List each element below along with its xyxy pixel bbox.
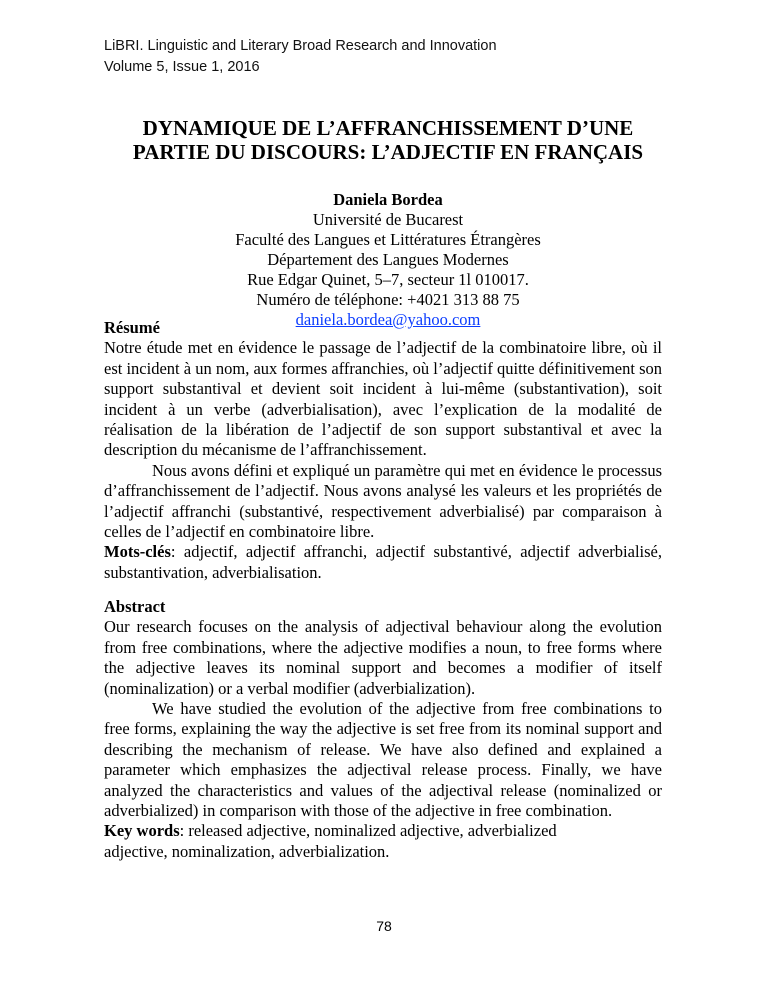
volume-issue: Volume 5, Issue 1, 2016 [104,59,260,75]
article-title [100,116,676,164]
resume-keywords [104,542,662,583]
title-line-2: PARTIE DU DISCOURS: L’ADJECTIF EN FRANÇAIS [132,140,644,164]
abstract-heading: Abstract [104,597,166,616]
author-name: Daniela Bordea [333,190,443,209]
title-line-1: DYNAMIQUE DE L’AFFRANCHISSEMENT D’UNE [142,116,634,140]
email-link[interactable]: daniela.bordea@yahoo.com [295,310,481,329]
abstract-section [104,597,662,862]
key-words-line-2: adjective, nominalization, adverbialization. [104,841,390,861]
university: Université de Bucarest [312,210,464,229]
keywords-text: : adjectif, adjectif affranchi, adjectif substantivé, adjectif adverbialisé, substantivation, adverbialisation. [104,542,662,582]
resume-section [104,318,662,583]
abstract-paragraph-2: We have studied the evolution of the adjective from free combinations to free forms, explaining the way the adjective is set free from its nominal support and describing the mechanism of release. We have also defined and explained a parameter which emphasizes the adjectival release process. Finally, we have analyzed the characteristics and values of the adjectival release (nominalized or adverbialized) in comparison with those of the adjective in free combination. [104,699,662,821]
abstract-paragraph-1: Our research focuses on the analysis of adjectival behaviour along the evolution from free combinations, where the adjective modifies a noun, to free forms where the adjective leaves its nominal support and becomes a modifier of itself (nominalization) or a verbal modifier (adverbialization). [104,617,662,698]
phone: Numéro de téléphone: +4021 313 88 75 [256,290,520,309]
keywords-label: Mots-clés [104,542,171,562]
resume-heading: Résumé [104,318,160,337]
key-words-line-1: : released adjective, nominalized adjective, adverbialized [179,821,557,841]
author-affiliation [100,190,676,330]
abstract-keywords [104,821,662,862]
faculty: Faculté des Langues et Littératures Étrangères [235,230,541,249]
key-words-label: Key words [104,821,180,841]
resume-paragraph-2: Nous avons défini et expliqué un paramètre qui met en évidence le processus d’affranchissement de l’adjectif. Nous avons analysé les valeurs et les propriétés de l’adjectif affranchi (substantivé, respectivement adverbialisé) par comparaison à celles de l’adjectif en combinatoire libre. [104,460,662,542]
resume-paragraph-1: Notre étude met en évidence le passage de l’adjectif de la combinatoire libre, où il est incident à un nom, aux formes affranchies, où l’adjectif quitte définitivement son support substantival et devient soit incident à lui-même (substantivation), soit incident à un verbe (adverbialisation), avec l’explication de la modalité de réalisation de la libération de l’adjectif de son support substantival et avec la description du mécanisme de l’affranchissement. [104,338,662,460]
running-header [104,36,497,78]
page-number: 78 [376,918,392,934]
journal-name: LiBRI. Linguistic and Literary Broad Research and Innovation [104,38,497,54]
address: Rue Edgar Quinet, 5–7, secteur 1l 010017. [247,270,529,289]
department: Département des Langues Modernes [267,250,509,269]
